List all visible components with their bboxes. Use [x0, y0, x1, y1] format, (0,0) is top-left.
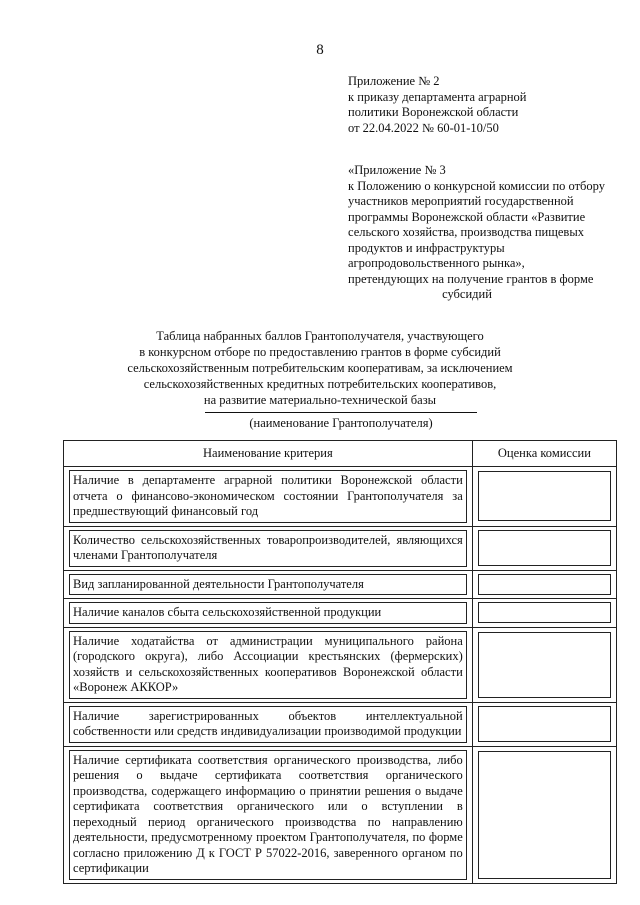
score-box[interactable]	[478, 632, 611, 698]
table-title-line: сельскохозяйственным потребительским кооперативам, за исключением	[127, 361, 513, 375]
appendix-2-header	[348, 74, 618, 136]
criteria-table	[63, 440, 617, 884]
criterion-cell	[64, 627, 473, 702]
grantee-name-caption: (наименование Грантополучателя)	[249, 416, 433, 430]
score-box[interactable]	[478, 574, 611, 595]
criterion-cell	[64, 599, 473, 628]
criterion-text: Наличие каналов сбыта сельскохозяйственной продукции	[69, 602, 467, 624]
appendix-3-line: субсидий	[442, 287, 492, 301]
table-row	[64, 467, 617, 527]
score-box[interactable]	[478, 471, 611, 521]
appendix-3-line: участников мероприятий государственной	[348, 194, 574, 208]
score-box[interactable]	[478, 706, 611, 742]
score-box[interactable]	[478, 751, 611, 879]
appendix-3-line: продуктов и инфраструктуры	[348, 240, 505, 255]
appendix-3-line: программы Воронежской области «Развитие	[348, 209, 586, 224]
criterion-text: Наличие сертификата соответствия органического производства, либо решения о выдаче сертификата соответствия органического производства, содержащего информацию о принятии решения о выдаче сертификата соответствия органического или о вступлении в переходный период органического производства по направлению деятельности, предусмотренному проектом Грантополучателя, по форме согласно приложению Д к ГОСТ Р 57022-2016, заверенного органом по сертификации	[69, 750, 467, 880]
table-header-row	[64, 441, 617, 467]
table-title-line: Таблица набранных баллов Грантополучателя, участвующего	[156, 329, 484, 343]
criterion-header: Наименование критерия	[64, 441, 473, 467]
table-title-line: на развитие материально-технической базы	[203, 393, 437, 407]
criterion-text: Вид запланированной деятельности Грантополучателя	[69, 574, 467, 596]
criterion-text: Наличие в департаменте аграрной политики Воронежской области отчета о финансово-экономическом состоянии Грантополучателя за предшествующий финансовый год	[69, 470, 467, 523]
table-row	[64, 627, 617, 702]
appendix-3-line: «Приложение № 3	[348, 163, 446, 177]
criterion-cell	[64, 746, 473, 883]
criterion-cell	[64, 526, 473, 570]
table-row	[64, 746, 617, 883]
criterion-text: Наличие зарегистрированных объектов интеллектуальной собственности или средств индивидуализации производимой продукции	[69, 706, 467, 743]
score-header: Оценка комиссии	[472, 441, 616, 467]
criterion-cell	[64, 467, 473, 527]
appendix-3-line: претендующих на получение грантов в форме	[348, 271, 594, 286]
criterion-cell	[64, 702, 473, 746]
table-row	[64, 570, 617, 599]
score-cell[interactable]	[472, 746, 616, 883]
score-box[interactable]	[478, 530, 611, 566]
appendix-3-line: к Положению о конкурсной комиссии по отбору	[348, 178, 606, 193]
appendix-3-line: сельского хозяйства, производства пищевых	[348, 225, 584, 239]
grantee-name-line	[205, 412, 477, 413]
score-cell[interactable]	[472, 702, 616, 746]
score-cell[interactable]	[472, 627, 616, 702]
score-cell[interactable]	[472, 599, 616, 628]
criterion-cell	[64, 570, 473, 599]
appendix-2-line: Приложение № 2	[348, 74, 440, 88]
table-title	[0, 328, 640, 408]
table-title-line: в конкурсном отборе по предоставлению грантов в форме субсидий	[139, 345, 501, 359]
score-cell[interactable]	[472, 570, 616, 599]
table-title-line: сельскохозяйственных кредитных потребительских кооперативов,	[143, 377, 497, 391]
table-row	[64, 599, 617, 628]
appendix-3-line: агропродовольственного рынка»,	[348, 256, 525, 270]
appendix-2-line: политики Воронежской области	[348, 105, 519, 119]
score-cell[interactable]	[472, 467, 616, 527]
score-box[interactable]	[478, 602, 611, 623]
page-number: 8	[316, 42, 324, 58]
score-cell[interactable]	[472, 526, 616, 570]
table-row	[64, 702, 617, 746]
criterion-text: Количество сельскохозяйственных товаропроизводителей, являющихся членами Грантополучателя	[69, 530, 467, 567]
appendix-2-line: к приказу департамента аграрной	[348, 89, 527, 104]
criterion-text: Наличие ходатайства от администрации муниципального района (городского округа), либо Ассоциации крестьянских (фермерских) хозяйств и сельскохозяйственных кооперативов Воронежской области «Воронеж АККОР»	[69, 631, 467, 699]
appendix-2-line: от 22.04.2022 № 60-01-10/50	[348, 120, 499, 135]
appendix-3-header	[348, 163, 618, 303]
table-row	[64, 526, 617, 570]
